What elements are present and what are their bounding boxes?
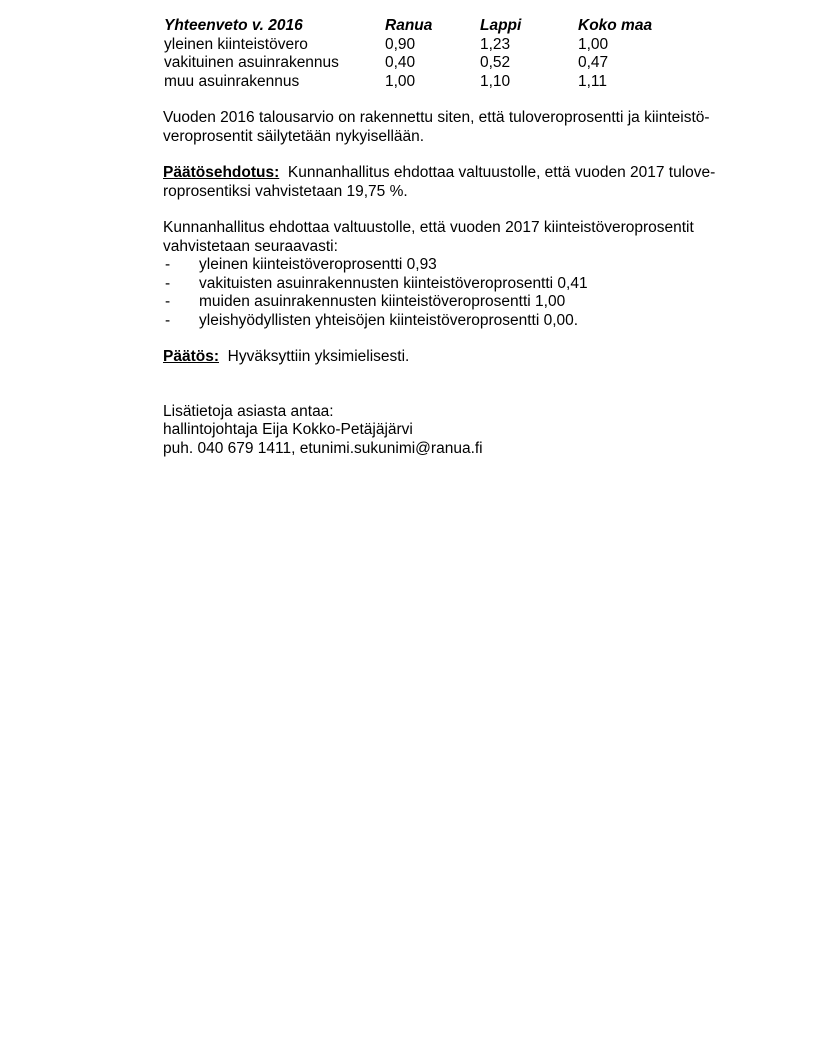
list-item [163, 293, 743, 312]
table-row [164, 54, 678, 73]
dash-bullet: - [165, 274, 171, 292]
table-cell: muu asuinrakennus [164, 72, 300, 90]
decision-label: Päätös: [163, 348, 219, 365]
table-cell: yleinen kiinteistövero [164, 35, 308, 53]
decision-paragraph [163, 348, 743, 367]
property-tax-list [163, 256, 743, 330]
table-header-cell: Yhteenveto v. 2016 [164, 17, 303, 34]
table-header-cell: Lappi [480, 17, 522, 34]
table-cell: 1,00 [578, 35, 609, 53]
contact-line: puh. 040 679 1411, etunimi.sukunimi@ranua.fi [163, 439, 483, 457]
table-header-cell: Koko maa [578, 17, 653, 34]
list-item [163, 256, 743, 275]
proposal-paragraph [163, 164, 743, 201]
dash-bullet: - [165, 293, 171, 310]
table-cell: 0,52 [480, 54, 511, 71]
table-cell: 1,11 [578, 72, 608, 90]
table-cell: vakituinen asuinrakennus [164, 54, 339, 71]
list-item-text: yleishyödyllisten yhteisöjen kiinteistöveroprosentti 0,00. [199, 311, 579, 329]
proposal-text: Kunnanhallitus ehdottaa valtuustolle, että vuoden 2017 tulove-roprosentiksi vahvistetaan 19,75 %. [163, 164, 716, 200]
list-item-text: vakituisten asuinrakennusten kiinteistöveroprosentti 0,41 [199, 274, 588, 292]
dash-bullet: - [165, 311, 171, 329]
contact-line: hallintojohtaja Eija Kokko-Petäjäjärvi [163, 421, 413, 438]
dash-bullet: - [165, 256, 171, 273]
list-item-text: muiden asuinrakennusten kiinteistöveroprosentti 1,00 [199, 293, 566, 310]
contact-block [163, 403, 743, 459]
document-page [163, 17, 743, 458]
contact-line: Lisätietoja asiasta antaa: [163, 402, 334, 420]
property-tax-intro: Kunnanhallitus ehdottaa valtuustolle, että vuoden 2017 kiinteistöveroprosentit vahvistetaan seuraavasti: [163, 219, 694, 255]
table-cell: 1,23 [480, 35, 511, 53]
budget-paragraph: Vuoden 2016 talousarvio on rakennettu siten, että tuloveroprosentti ja kiinteistö-veroprosentit säilytetään nykyisellään. [163, 109, 710, 145]
table-header-cell: Ranua [385, 17, 433, 34]
list-item-text: yleinen kiinteistöveroprosentti 0,93 [199, 256, 437, 273]
table-cell: 1,10 [480, 72, 511, 90]
table-header-row [164, 17, 678, 36]
table-cell: 0,90 [385, 35, 416, 53]
list-item [163, 312, 743, 331]
decision-text: Hyväksyttiin yksimielisesti. [227, 348, 410, 365]
table-cell: 0,40 [385, 54, 416, 71]
list-item [163, 275, 743, 294]
table-row [164, 36, 678, 55]
table-cell: 0,47 [578, 54, 609, 71]
proposal-label: Päätösehdotus: [163, 164, 280, 181]
table-cell: 1,00 [385, 72, 416, 90]
tax-summary-table [164, 17, 678, 91]
table-row [164, 73, 678, 92]
